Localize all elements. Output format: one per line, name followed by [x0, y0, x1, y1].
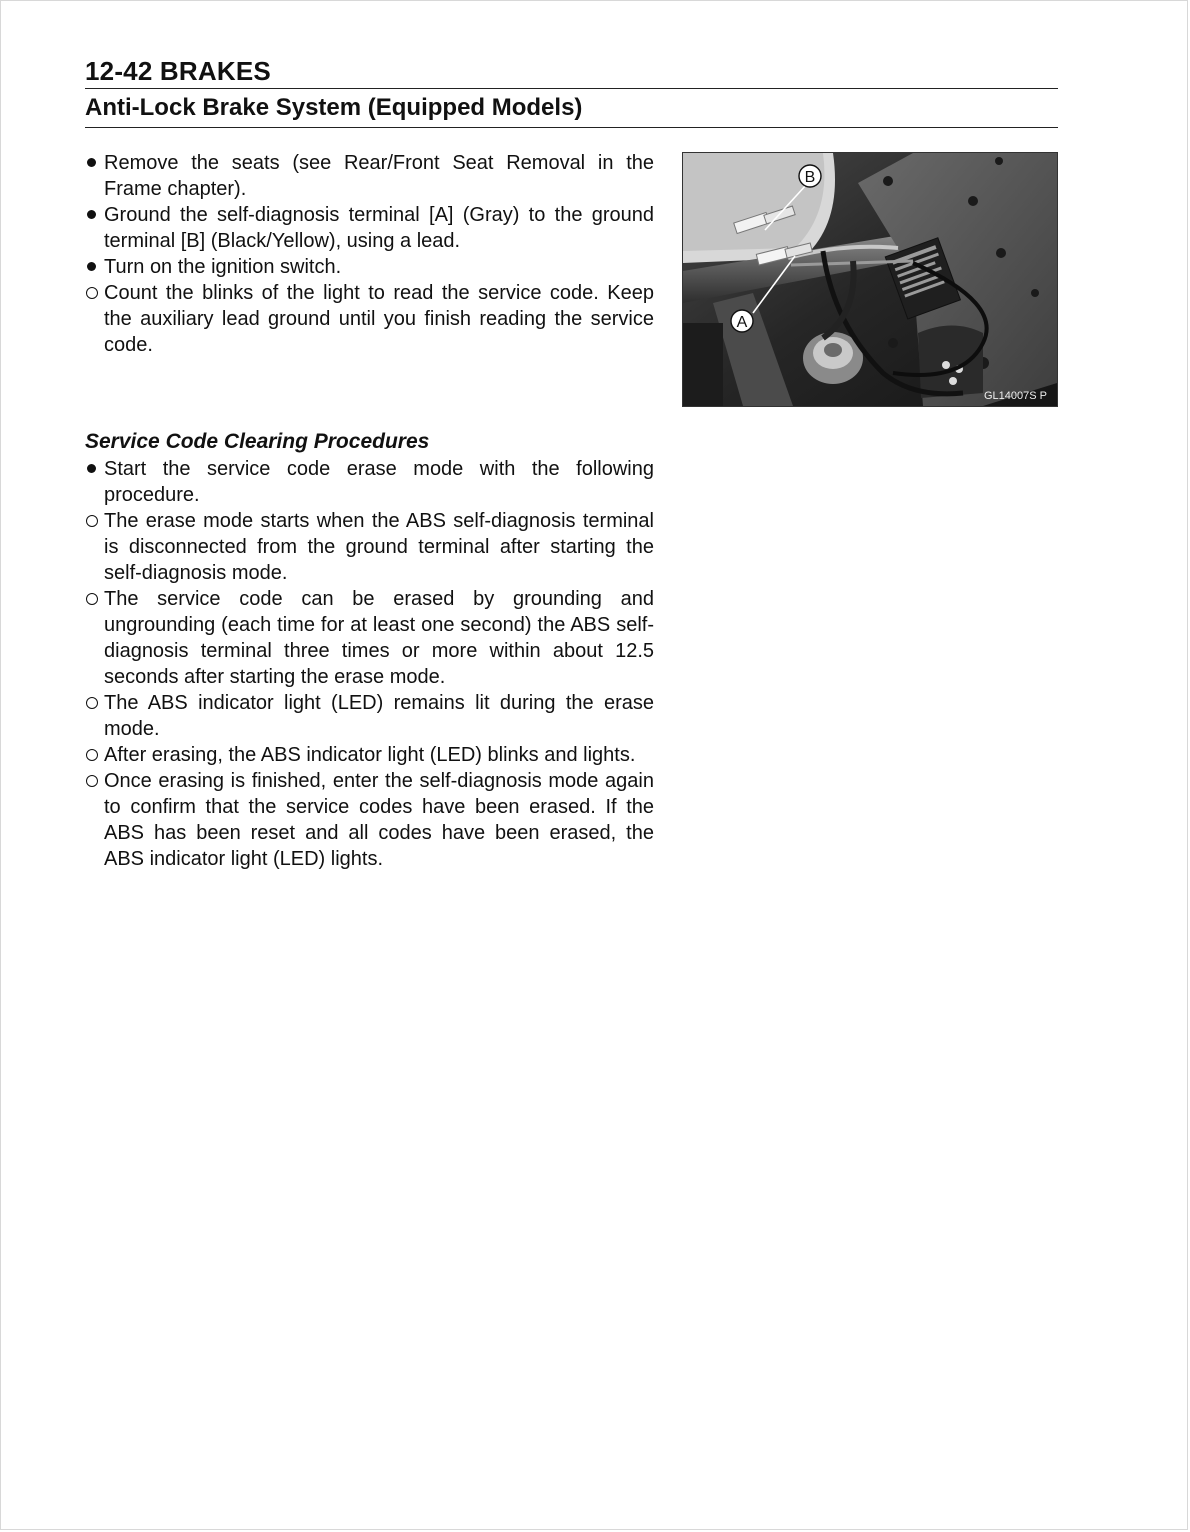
- list-item-text: Remove the seats (see Rear/Front Seat Removal in the Frame chapter).: [104, 152, 654, 200]
- circle-marker: [86, 775, 98, 787]
- list-item-text: The service code can be erased by grounding and ungrounding (each time for at least one second) the ABS self-diagnosis terminal three times or more within about 12.5 seconds after starting the erase mode.: [104, 588, 654, 688]
- bullet-marker: [87, 262, 96, 271]
- circle-marker: [86, 515, 98, 527]
- clearing-section: [85, 428, 654, 872]
- label-a: A: [736, 314, 748, 331]
- list-item-text: The ABS indicator light (LED) remains lit during the erase mode.: [104, 692, 654, 740]
- figure-code: GL14007S P: [984, 390, 1047, 402]
- list-item-text: After erasing, the ABS indicator light (LED) blinks and lights.: [104, 744, 636, 766]
- circle-marker: [86, 697, 98, 709]
- bullet-marker: [87, 464, 96, 473]
- terminal-photo: [682, 152, 1058, 407]
- list-item: [85, 508, 654, 586]
- list-item: [85, 280, 654, 358]
- chapter-title: 12-42 BRAKES: [85, 56, 271, 86]
- circle-marker: [86, 749, 98, 761]
- circle-marker: [86, 287, 98, 299]
- terminal-photo-drawing: [683, 153, 1057, 406]
- list-item-text: Once erasing is finished, enter the self-diagnosis mode again to confirm that the service codes have been erased. If the ABS has been reset and all codes have been erased, the ABS indicator light (LED) lights.: [104, 770, 654, 870]
- list-item: [85, 768, 654, 872]
- list-item-text: Ground the self-diagnosis terminal [A] (Gray) to the ground terminal [B] (Black/Yellow), using a lead.: [104, 204, 654, 252]
- list-item-text: Start the service code erase mode with the following procedure.: [104, 458, 654, 506]
- bullet-marker: [87, 210, 96, 219]
- label-b: B: [804, 169, 816, 186]
- circle-marker: [86, 593, 98, 605]
- list-item-text: The erase mode starts when the ABS self-diagnosis terminal is disconnected from the ground terminal after starting the self-diagnosis mode.: [104, 510, 654, 584]
- list-item: [85, 254, 654, 280]
- section-rule: [85, 127, 1058, 128]
- list-item: [85, 586, 654, 690]
- page-header: [85, 54, 1058, 128]
- list-item: [85, 150, 654, 202]
- section-title: Anti-Lock Brake System (Equipped Models): [85, 94, 583, 121]
- list-item: [85, 456, 654, 508]
- list-item: [85, 202, 654, 254]
- list-item: [85, 742, 654, 768]
- procedure-list: [85, 150, 654, 358]
- list-item-text: Count the blinks of the light to read the service code. Keep the auxiliary lead ground until you finish reading the service code.: [104, 282, 654, 356]
- bullet-marker: [87, 158, 96, 167]
- list-item-text: Turn on the ignition switch.: [104, 256, 342, 278]
- subsection-title: Service Code Clearing Procedures: [85, 430, 430, 453]
- list-item: [85, 690, 654, 742]
